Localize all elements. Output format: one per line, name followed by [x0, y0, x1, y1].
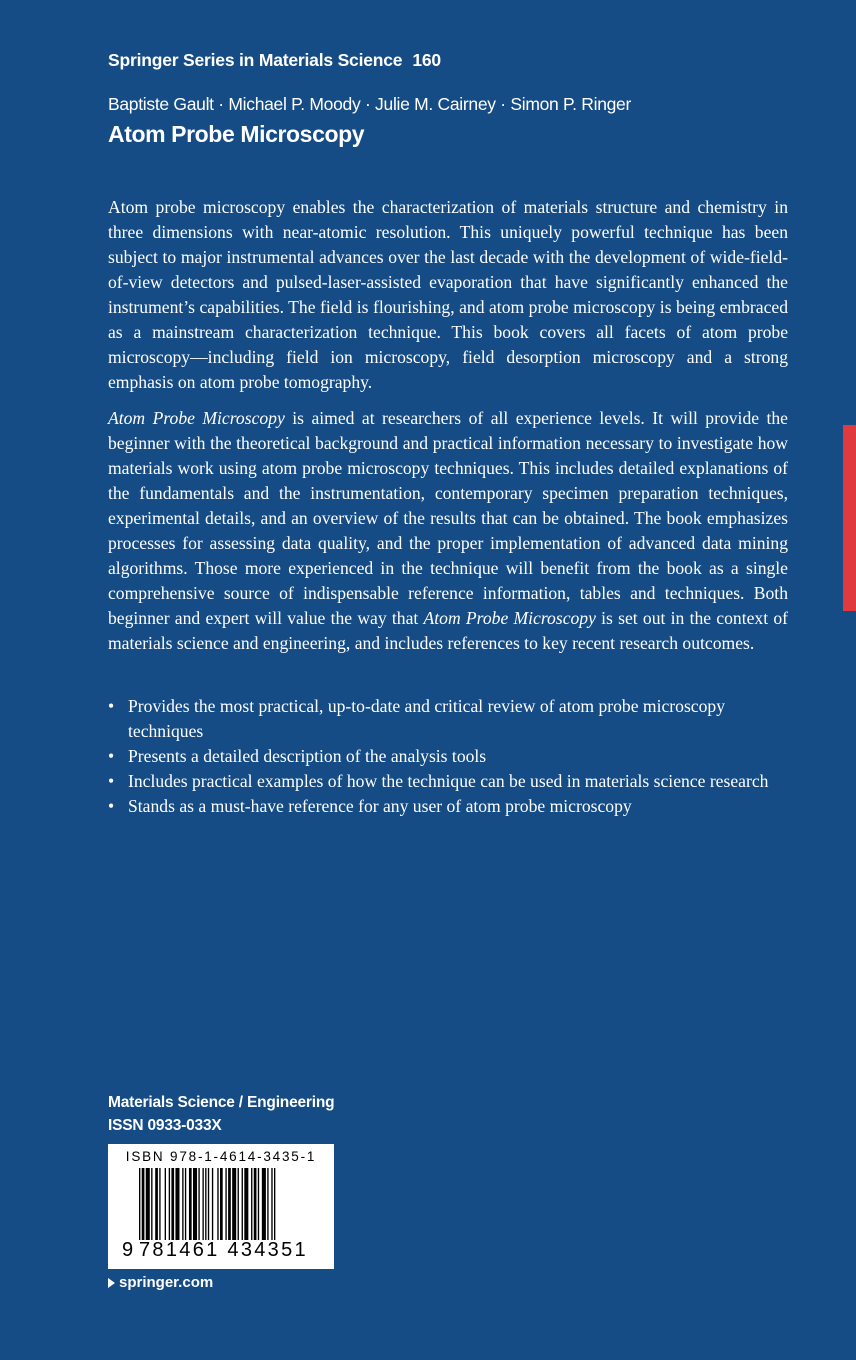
barcode-bar: [185, 1168, 186, 1248]
website-text: springer.com: [119, 1274, 214, 1291]
barcode-bar: [254, 1168, 257, 1248]
bullet-icon: •: [108, 771, 115, 791]
barcode-bar: [169, 1168, 170, 1248]
barcode-bar: [228, 1168, 231, 1248]
barcode-bar: [262, 1168, 266, 1248]
bullet-icon: •: [108, 796, 115, 816]
list-item-text: Stands as a must-have reference for any user of atom probe microscopy: [128, 796, 632, 816]
ean-first-digit: 9: [122, 1239, 134, 1261]
barcode-bar: [220, 1168, 223, 1248]
barcode-bar: [151, 1168, 152, 1248]
isbn-text: ISBN 978-1-4614-3435-1: [125, 1149, 317, 1164]
authors: Baptiste Gault · Michael P. Moody · Julie M. Cairney · Simon P. Ringer: [108, 94, 632, 114]
feature-list: [108, 694, 798, 819]
barcode-bar: [267, 1168, 268, 1248]
italic-book-title: Atom Probe Microscopy: [108, 408, 285, 428]
description-paragraph-2: [108, 406, 788, 656]
barcode-bar: [232, 1168, 236, 1248]
arrow-right-icon: [108, 1278, 115, 1288]
barcode: [108, 1144, 334, 1269]
list-item-text: Provides the most practical, up-to-date and critical review of atom probe microscopy techniques: [128, 696, 726, 741]
list-item: [108, 744, 798, 769]
barcode-bar: [202, 1168, 203, 1248]
list-item: [108, 694, 798, 744]
series-number: 160: [412, 50, 441, 70]
italic-book-title: Atom Probe Microscopy: [423, 608, 596, 628]
barcode-bar: [171, 1168, 174, 1248]
barcode-bar: [175, 1168, 179, 1248]
barcode-bar: [244, 1168, 248, 1248]
barcode-bar: [155, 1168, 158, 1248]
paragraph-2-text-a: is aimed at researchers of all experience levels. It will provide the beginner with the theoretical background and practical information necessary to investigate how materials work using atom probe microscopy techniques. This includes detailed explanations of the fundamentals and the instrumentation, contemporary specimen preparation techniques, experimental details, and an overview of the results that can be obtained. The book emphasizes processes for assessing data quality, and the proper implementation of advanced data mining algorithms. Those more experienced in the technique will benefit from the book as a single comprehensive source of indispensable reference information, tables and techniques. Both beginner and expert will value the way that: [108, 408, 788, 628]
series-name: Springer Series in Materials Science: [108, 50, 403, 70]
website-link[interactable]: [108, 1274, 213, 1291]
barcode-bar: [159, 1168, 160, 1248]
barcode-bar: [242, 1168, 243, 1248]
paragraph-2-text-b: is set out in the context of materials science and engineering, and includes references to key recent research outcomes.: [108, 608, 788, 653]
bullet-icon: •: [108, 696, 115, 716]
description: [108, 195, 788, 656]
description-paragraph-1: Atom probe microscopy enables the characterization of materials structure and chemistry in three dimensions with near-atomic resolution. This uniquely powerful technique has been subject to major instrumental advances over the last decade with the development of wide-field-of-view detectors and pulsed-laser-assisted evaporation that have significantly enhanced the instrument’s capabilities. The field is flourishing, and atom probe microscopy is being embraced as a mainstream characterization technique. This book covers all facets of atom probe microscopy—including field ion microscopy, field desorption microscopy and a strong emphasis on atom probe tomography.: [108, 197, 788, 392]
barcode-bar: [189, 1168, 192, 1248]
barcode-bar: [193, 1168, 197, 1248]
list-item-text: Includes practical examples of how the technique can be used in materials science research: [128, 771, 769, 791]
issn: ISSN 0933-033X: [108, 1117, 222, 1134]
ean-digits: 781461 434351: [139, 1240, 315, 1260]
barcode-bar: [165, 1168, 166, 1248]
list-item: [108, 794, 798, 819]
series-line: [108, 50, 441, 71]
book-title: Atom Probe Microscopy: [108, 121, 365, 147]
barcode-bar: [146, 1168, 150, 1248]
barcode-bar: [251, 1168, 252, 1248]
barcode-bar: [225, 1168, 226, 1248]
list-item: [108, 769, 798, 794]
list-item-text: Presents a detailed description of the analysis tools: [128, 746, 487, 766]
bullet-icon: •: [108, 746, 115, 766]
barcode-bar: [182, 1168, 183, 1248]
barcode-bar: [198, 1168, 199, 1248]
subject-category: Materials Science / Engineering: [108, 1094, 335, 1111]
barcode-bar: [238, 1168, 239, 1248]
accent-tab: [843, 425, 856, 611]
barcode-bar: [258, 1168, 259, 1248]
barcode-bar: [217, 1168, 218, 1248]
